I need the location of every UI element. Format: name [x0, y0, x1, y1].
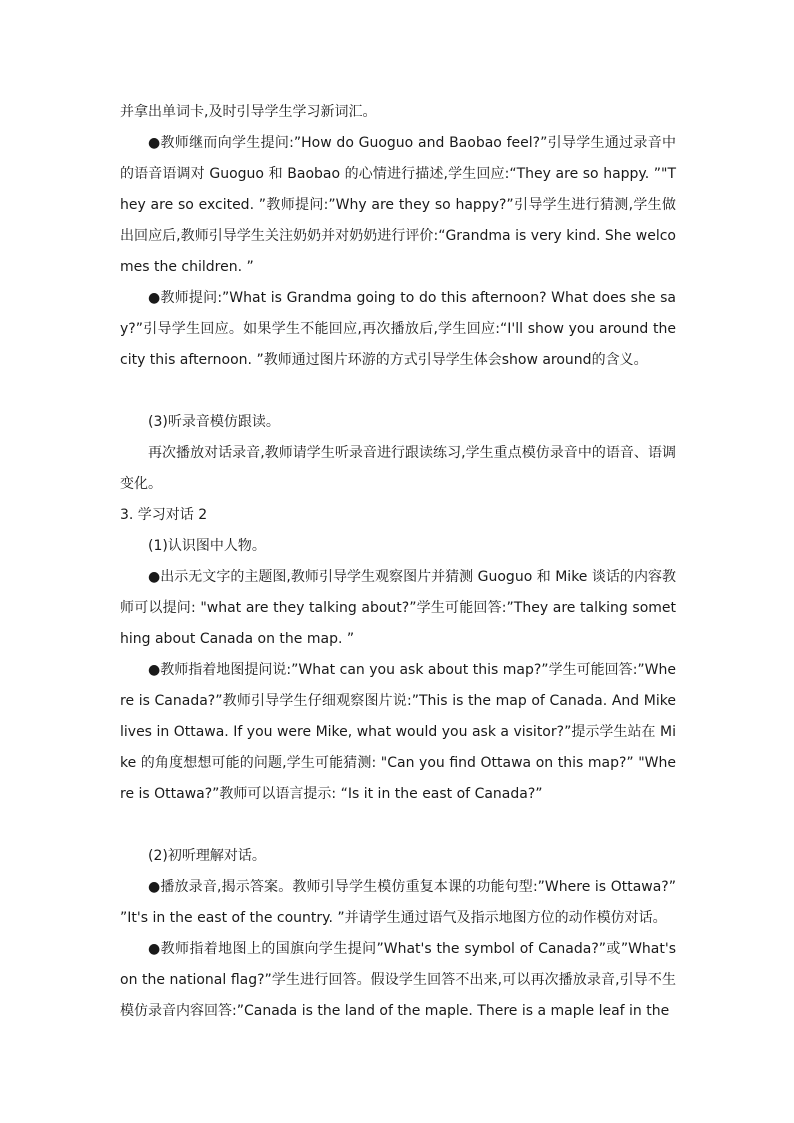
paragraph: ●播放录音,揭示答案。教师引导学生模仿重复本课的功能句型:”Where is Ottawa?” ”It's in the east of the country. ”并请学生通过语气及指示地图方位的动作模仿对话。 — [120, 879, 676, 926]
paragraph: ●出示无文字的主题图,教师引导学生观察图片并猜测 Guoguo 和 Mike 谈话的内容教师可以提问: "what are they talking about?”学生可能回答:”They are talking something about Canada on the map. ” — [120, 569, 676, 647]
paragraph: (3)听录音模仿跟读。 — [148, 414, 280, 430]
paragraph: 再次播放对话录音,教师请学生听录音进行跟读练习,学生重点模仿录音中的语音、语调变化。 — [120, 445, 676, 492]
section-heading: 3. 学习对话 2 — [120, 507, 208, 523]
paragraph: ●教师指着地图提问说:”What can you ask about this map?”学生可能回答:”Where is Canada?”教师引导学生仔细观察图片说:”This is the map of Canada. And Mike lives in Ottawa. If you were Mike, what would you ask a visitor?”提示学生站在 Mike 的角度想想可能的问题,学生可能猜测: "Can you find Ottawa on this map?” "Where is Ottawa?”教师可以语言提示: “Is it in the east of Canada?” — [120, 662, 676, 802]
paragraph: (1)认识图中人物。 — [148, 538, 266, 554]
paragraph: ●教师继而向学生提问:”How do Guoguo and Baobao feel?”引导学生通过录音中的语音语调对 Guoguo 和 Baobao 的心情进行描述,学生回应:“They are so happy. ”"They are so excited. ”教师提问:”Why are they so happy?”引导学生进行猜测,学生做出回应后,教师引导学生关注奶奶并对奶奶进行评价:“Grandma is very kind. She welcomes the children. ” — [120, 135, 676, 275]
paragraph: ●教师提问:”What is Grandma going to do this afternoon? What does she say?”引导学生回应。如果学生不能回应,再次播放后,学生回应:“I'll show you around the city this afternoon. ”教师通过图片环游的方式引导学生体会show around的含义。 — [120, 290, 676, 368]
paragraph: 并拿出单词卡,及时引导学生学习新词汇。 — [120, 104, 377, 120]
paragraph: (2)初听理解对话。 — [148, 848, 266, 864]
document-page — [120, 97, 676, 1027]
paragraph: ●教师指着地图上的国旗向学生提问”What's the symbol of Canada?”或”What's on the national flag?”学生进行回答。假设学生回答不出来,可以再次播放录音,引导不生模仿录音内容回答:”Canada is the land of the maple. There is a maple leaf in the — [120, 941, 676, 1019]
paragraph-gap — [120, 810, 676, 841]
paragraph-gap — [120, 376, 676, 407]
